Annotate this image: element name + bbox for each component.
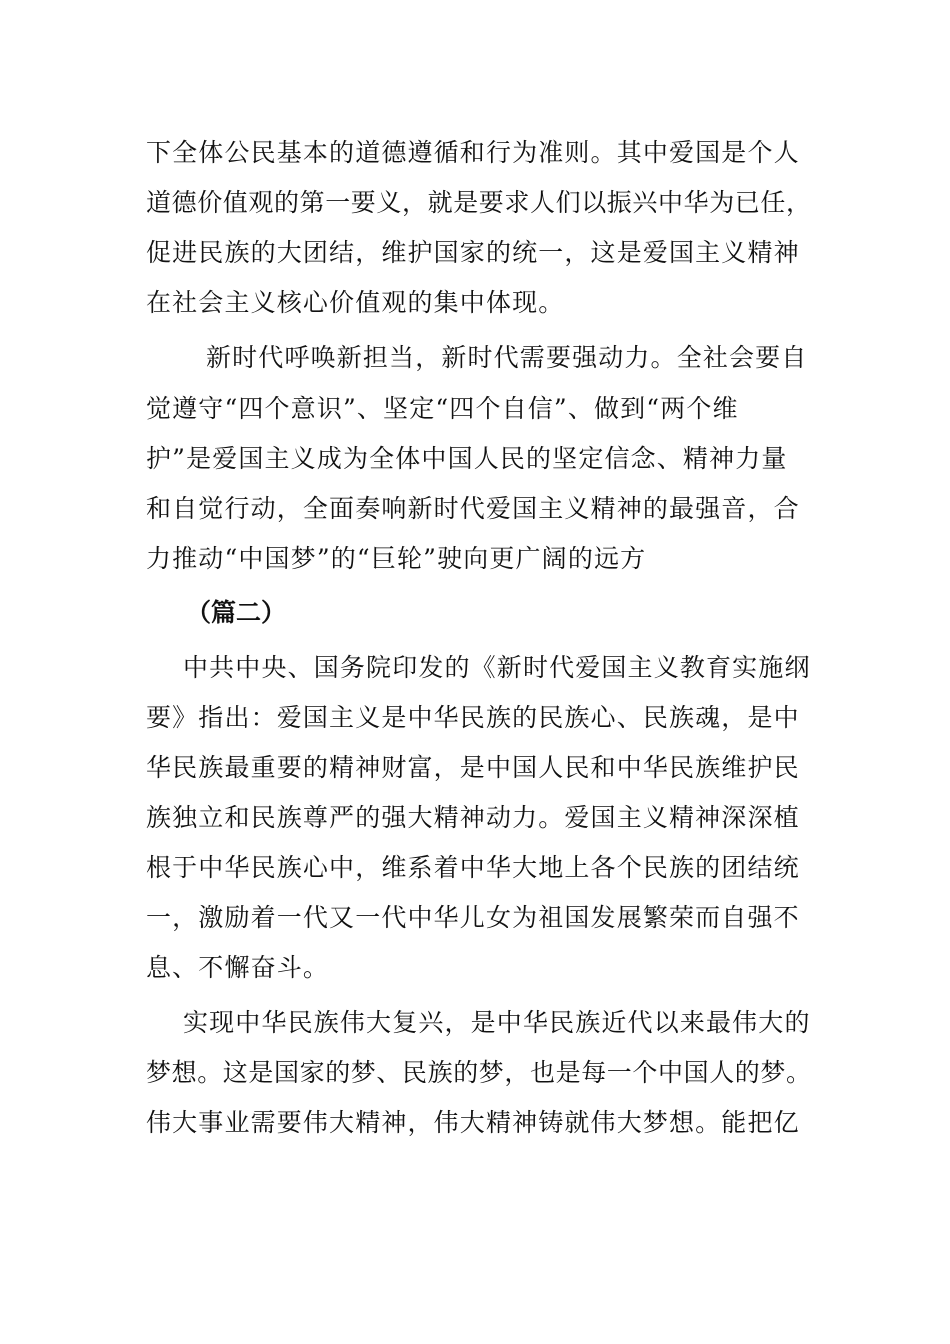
text-line: 觉遵守“四个意识”、坚定“四个自信”、做到“两个维 (146, 394, 739, 423)
text-line: 中共中央、国务院印发的《新时代爱国主义教育实施纲 (183, 653, 811, 682)
text-line: 下全体公民基本的道德遵循和行为准则。其中爱国是个人 (146, 138, 800, 167)
text-line: 力推动“中国梦”的“巨轮”驶向更广阔的远方 (146, 544, 647, 573)
text-line: 华民族最重要的精神财富，是中国人民和中华民族维护民 (146, 753, 800, 782)
text-line: 在社会主义核心价值观的集中体现。 (146, 288, 565, 317)
text-line: 道德价值观的第一要义，就是要求人们以振兴中华为已任， (146, 188, 812, 217)
text-line: 息、不懈奋斗。 (146, 953, 330, 982)
text-line: 伟大事业需要伟大精神，伟大精神铸就伟大梦想。能把亿 (146, 1108, 800, 1137)
text-line: 促进民族的大团结，维护国家的统一，这是爱国主义精神 (146, 238, 800, 267)
text-line: 族独立和民族尊严的强大精神动力。爱国主义精神深深植 (146, 803, 800, 832)
text-line: 实现中华民族伟大复兴，是中华民族近代以来最伟大的 (183, 1008, 811, 1037)
text-line: 护”是爱国主义成为全体中国人民的坚定信念、精神力量 (146, 444, 788, 473)
text-line: 根于中华民族心中，维系着中华大地上各个民族的团结统 (146, 853, 800, 882)
text-line: 一，激励着一代又一代中华儿女为祖国发展繁荣而自强不 (146, 903, 800, 932)
text-line: 要》指出：爱国主义是中华民族的民族心、民族魂，是中 (146, 703, 800, 732)
text-line: 和自觉行动，全面奏响新时代爱国主义精神的最强音，合 (146, 494, 800, 523)
section-heading: （篇二） (186, 598, 287, 627)
text-line: 新时代呼唤新担当，新时代需要强动力。全社会要自 (206, 343, 808, 372)
text-line: 梦想。这是国家的梦、民族的梦，也是每一个中国人的梦。 (146, 1058, 812, 1087)
